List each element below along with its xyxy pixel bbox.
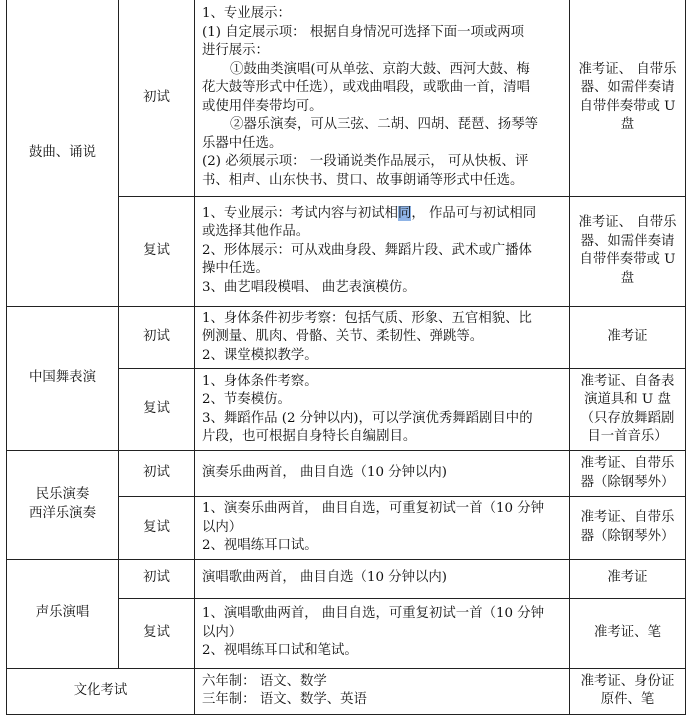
content-cell: [195, 559, 570, 598]
requirement-text: 准考证、自带乐器（除钢琴外）: [580, 510, 675, 544]
content-line: 或使用伴奏带均可。: [202, 98, 323, 114]
requirement-text: 准考证、身份证原件、笔: [580, 673, 675, 707]
content-line: 1、身体条件考察。: [202, 373, 318, 389]
stage-label: 初试: [143, 329, 170, 344]
stage-label: 初试: [143, 570, 170, 586]
category-label: 鼓曲、诵说: [29, 144, 96, 160]
content-line: 或选择其他作品。: [202, 224, 310, 240]
content-cell: [195, 497, 570, 560]
content-line: 片段，也可根据自身特长自编剧目。: [202, 429, 417, 444]
content-line: 三年制： 语文、数学、英语: [202, 692, 367, 707]
stage-cell: [119, 196, 195, 306]
requirement-text: 准考证、 自带乐器、如需伴奏请自带伴奏带或 U 盘: [578, 61, 677, 133]
requirement-text: 准考证、自备表演道具和 U 盘（只存放舞蹈剧目一首音乐）: [580, 373, 675, 444]
content-line: 进行展示：: [202, 43, 269, 59]
table-row: [7, 451, 686, 497]
content-line: 1、专业展示：: [202, 6, 291, 22]
requirement-cell: [570, 306, 686, 369]
category-label: 中国舞表演: [29, 370, 96, 385]
stage-cell: [119, 598, 195, 668]
content-line: 1、身体条件初步考察：包括气质、形象、五官相貌、比: [202, 310, 532, 326]
stage-cell: [119, 369, 195, 451]
category-cell: [7, 451, 119, 560]
content-cell: [195, 668, 570, 714]
stage-label: 复试: [143, 242, 170, 258]
content-line: 3、舞蹈作品 (2 分钟以内)，可以学演优秀舞蹈剧目中的: [202, 410, 533, 426]
content-line: 花大鼓等形式中任选），或戏曲唱段，或歌曲一首，清唱: [202, 80, 531, 96]
requirement-text: 准考证、自带乐器（除钢琴外）: [580, 456, 675, 490]
content-line: 1、演唱歌曲两首， 曲目自选，可重复初试一首（10 分钟: [202, 606, 545, 622]
content-line: 六年制： 语文、数学: [202, 673, 327, 689]
category-cell: [7, 0, 119, 306]
content-cell: [195, 598, 570, 668]
stage-cell: [119, 0, 195, 196]
table-row: [7, 668, 686, 714]
content-line: ①鼓曲类演唱(可从单弦、京韵大鼓、西河大鼓、梅: [230, 61, 530, 77]
stage-cell: [119, 559, 195, 598]
category-cell: [7, 559, 119, 668]
content-line: (1) 自定展示项： 根据自身情况可选择下面一项或两项: [202, 24, 525, 40]
requirement-cell: [570, 451, 686, 497]
category-label: 文化考试: [73, 682, 128, 698]
content-line: 2、视唱练耳口试。: [202, 538, 318, 553]
stage-cell: [119, 451, 195, 497]
content-line: 2、视唱练耳口试和笔试。: [202, 643, 358, 659]
table-row: [7, 559, 686, 598]
category-label: 声乐演唱: [35, 605, 90, 621]
content-line: (2) 必须展示项： 一段诵说类作品展示， 可从快板、评: [202, 154, 529, 170]
content-line: 例测量、肌肉、骨骼、关节、柔韧性、弹跳等。: [202, 329, 484, 344]
content-line: 演奏乐曲两首， 曲目自选（10 分钟以内): [202, 465, 448, 481]
category-label: 民乐演奏 西洋乐演奏: [29, 487, 96, 521]
content-line: 2、节奏模仿。: [202, 392, 291, 407]
category-cell: [7, 306, 119, 451]
content-line: ②器乐演奏，可从三弦、二胡、四胡、琵琶、扬琴等: [230, 117, 538, 133]
content-line: 演唱歌曲两首， 曲目自选（10 分钟以内): [202, 570, 448, 586]
content-line: 乐器中任选。: [202, 135, 283, 151]
content-line: 2、形体展示：可从戏曲身段、舞蹈片段、武术或广播体: [202, 242, 532, 258]
content-cell: [195, 306, 570, 369]
requirement-cell: [570, 497, 686, 560]
content-cell: [195, 369, 570, 451]
content-line: 2、课堂模拟教学。: [202, 347, 318, 363]
content-line: 操中任选。: [202, 261, 269, 277]
stage-label: 复试: [143, 624, 170, 640]
requirement-text: 准考证、笔: [594, 624, 661, 640]
content-line: 以内）: [202, 519, 243, 535]
stage-label: 复试: [143, 401, 170, 417]
table-row: [7, 306, 686, 369]
requirement-text: 准考证、 自带乐器、如需伴奏请自带伴奏带或 U 盘: [578, 215, 677, 286]
exam-requirements-table: [6, 0, 686, 715]
stage-cell: [119, 497, 195, 560]
requirement-cell: [570, 0, 686, 196]
content-line: [202, 205, 563, 224]
requirement-cell: [570, 598, 686, 668]
requirement-text: 准考证: [607, 570, 648, 586]
content-cell: [195, 196, 570, 306]
content-line: 1、演奏乐曲两首， 曲目自选，可重复初试一首（10 分钟: [202, 501, 545, 516]
stage-label: 初试: [143, 89, 170, 105]
stage-label: 复试: [143, 519, 170, 535]
content-line-text: 1、专业展示：考试内容与初试相同， 作品可与初试相同: [202, 205, 537, 221]
requirement-text: 准考证: [607, 329, 648, 344]
stage-label: 初试: [143, 465, 170, 481]
content-cell: [195, 451, 570, 497]
requirement-cell: [570, 668, 686, 714]
category-cell: [7, 668, 195, 714]
content-cell: [195, 0, 570, 196]
text-selection-highlight: 同: [398, 205, 412, 221]
requirement-cell: [570, 559, 686, 598]
table-row: [7, 0, 686, 196]
requirement-cell: [570, 196, 686, 306]
stage-cell: [119, 306, 195, 369]
requirement-cell: [570, 369, 686, 451]
content-line: 书、相声、山东快书、贯口、故事朗诵等形式中任选。: [202, 172, 524, 188]
content-line: 3、曲艺唱段模唱、 曲艺表演模仿。: [202, 279, 416, 295]
content-line: 以内）: [202, 624, 243, 640]
